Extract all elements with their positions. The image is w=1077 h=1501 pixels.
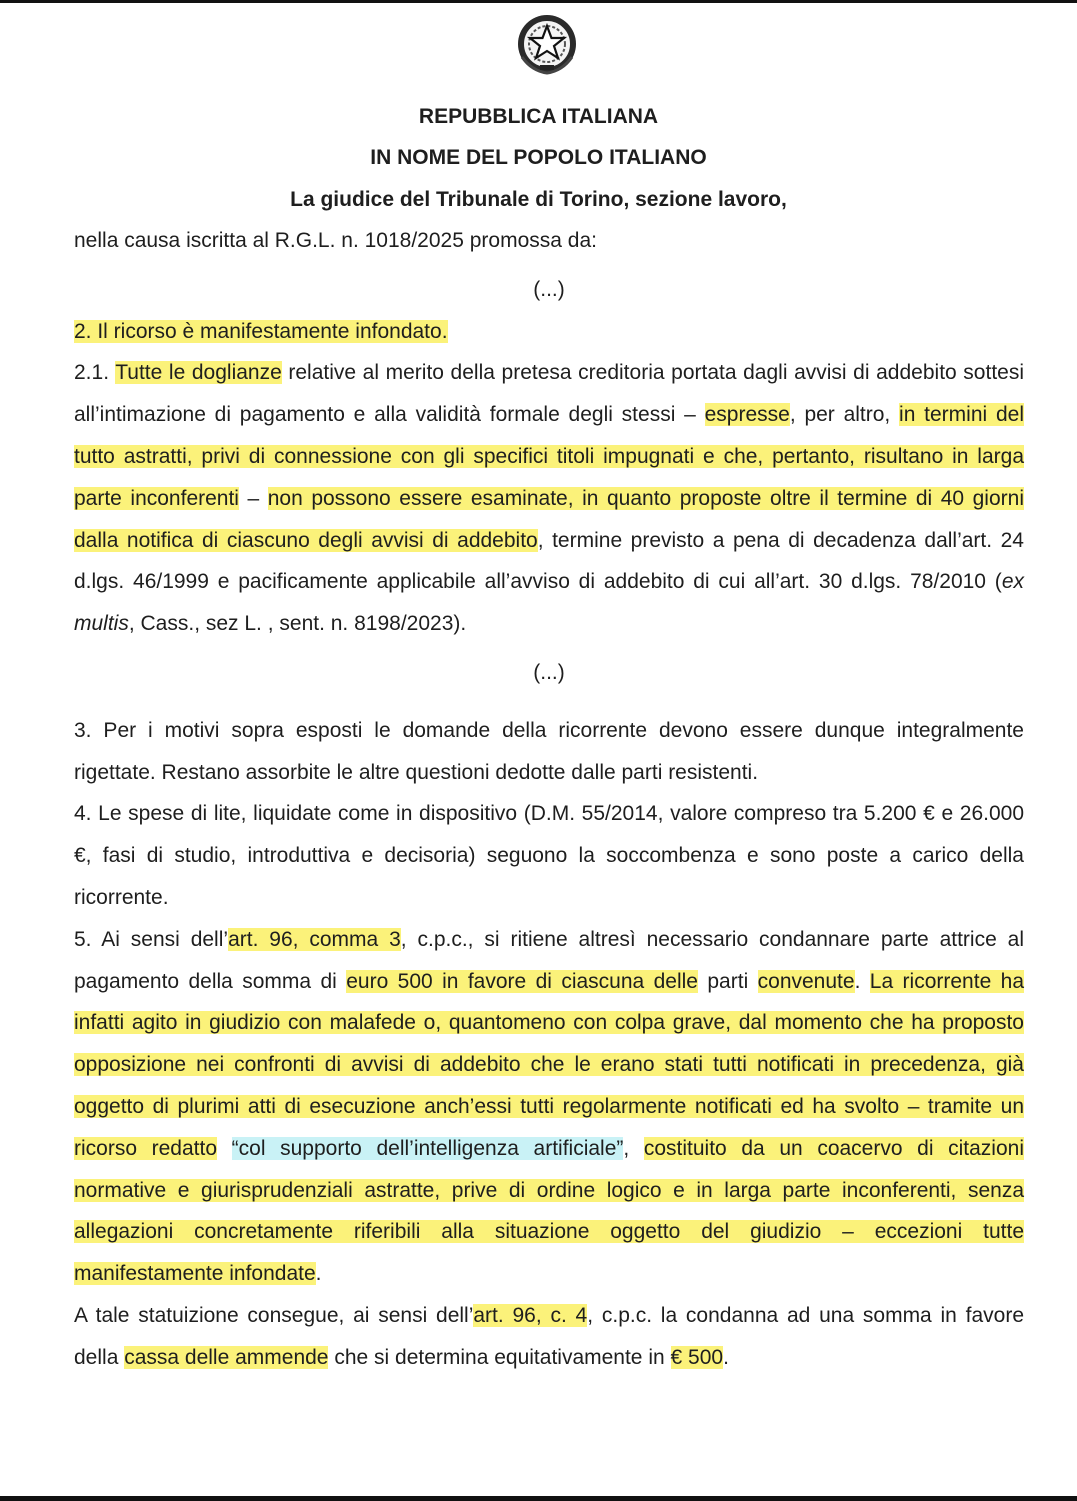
paragraph-4: 4. Le spese di lite, liquidate come in dispositivo (D.M. 55/2014, valore compreso tra 5.200 € e 26.000 €, fasi di studio, introduttiva e decisoria) seguono la soccombenza e sono poste a carico della ricorrente. <box>74 802 1024 909</box>
text-run: – <box>238 486 268 510</box>
highlight: art. 96, comma 3 <box>228 927 401 951</box>
text-run: relative al merito della pretesa creditoria portata dagli avvisi di addebito sottesi all’intimazione di pagamento e alla validità formale degli stessi – <box>74 361 1024 427</box>
text-run: A tale statuizione consegue, ai sensi dell’ <box>74 1303 474 1327</box>
paragraph-3: 3. Per i motivi sopra esposti le domande della ricorrente devono essere dunque integralmente rigettate. Restano assorbite le altre questioni dedotte dalle parti resistenti. <box>74 718 1024 784</box>
paragraph-5 <box>74 919 1024 1295</box>
text-run: , <box>623 1136 644 1160</box>
text-run: , Cass., sez L. , sent. n. 8198/2023). <box>128 612 467 636</box>
text-run: , c.p.c., si ritiene altresì necessario condannare parte attrice al pagamento della somma di <box>74 927 1024 993</box>
case-intro: nella causa iscritta al R.G.L. n. 1018/2025 promossa da: <box>74 229 597 252</box>
omission-marker: (...) <box>533 660 565 684</box>
highlight: La ricorrente ha infatti agito in giudizio con malafede o, quantomeno con colpa grave, dal momento che ha proposto opposizione nei confronti di avvisi di addebito che le erano stati tutti notificati in precedenza, già oggetto di plurimi atti di esecuzione anch’essi tutti regolarmente notificati ed ha svolto – tramite un ricorso redatto <box>74 969 1024 1160</box>
text-run: parti <box>697 969 758 993</box>
italian-republic-emblem-icon <box>516 13 578 75</box>
bottom-border <box>0 1496 1077 1501</box>
heading-people: IN NOME DEL POPOLO ITALIANO <box>370 146 707 169</box>
text-run: 2.1. <box>74 361 116 385</box>
text-run: , c.p.c. la condanna ad una somma in favore della <box>74 1303 1024 1369</box>
text-run: 5. Ai sensi dell’ <box>74 927 229 951</box>
highlight: convenute <box>757 969 855 993</box>
document-body <box>74 220 1024 1379</box>
highlight: € 500 <box>670 1345 724 1369</box>
heading-republic: REPUBBLICA ITALIANA <box>418 105 659 128</box>
italic-text: ex multis <box>74 570 1024 636</box>
text-run: che si determina equitativamente in <box>328 1345 671 1369</box>
highlight: art. 96, c. 4 <box>473 1303 588 1327</box>
highlight: euro 500 in favore di ciascuna delle <box>346 969 698 993</box>
text-run: . <box>723 1345 729 1369</box>
highlight: costituito da un coacervo di citazioni normative e giurisprudenziali astratte, prive di ordine logico e in larga parte inconferenti, senza allegazioni concretamente riferibili alla situazione oggetto del giudizio – eccezioni tutte manifestamente infondate <box>74 1136 1024 1286</box>
blue-highlight: “col supporto dell’intelligenza artificiale” <box>231 1136 624 1160</box>
paragraph-2 <box>74 311 1024 353</box>
heading-court: La giudice del Tribunale di Torino, sezione lavoro, <box>290 188 787 211</box>
highlight: Tutte le doglianze <box>115 361 282 385</box>
highlight: espresse <box>704 403 790 427</box>
highlight: 2. Il ricorso è manifestamente infondato. <box>74 319 448 343</box>
text-run: . <box>854 969 870 993</box>
paragraph-2-1 <box>74 352 1024 645</box>
omission-marker: (...) <box>533 277 565 301</box>
highlight: in termini del tutto astratti, privi di connessione con gli specifici titoli impugnati e che, pertanto, risultano in larga parte inconferenti <box>74 403 1024 510</box>
text-run: , per altro, <box>789 403 900 427</box>
text-run: , termine previsto a pena di decadenza dall’art. 24 d.lgs. 46/1999 e pacificamente applicabile all’avviso di addebito di cui all’art. 30 d.lgs. 78/2010 ( <box>74 528 1024 594</box>
top-border <box>0 0 1077 3</box>
paragraph-6 <box>74 1295 1024 1379</box>
text-run: . <box>315 1262 322 1286</box>
text-run <box>217 1137 232 1160</box>
highlight: cassa delle ammende <box>124 1345 329 1369</box>
highlight: non possono essere esaminate, in quanto proposte oltre il termine di 40 giorni dalla notifica di ciascuno degli avvisi di addebito <box>74 486 1024 552</box>
